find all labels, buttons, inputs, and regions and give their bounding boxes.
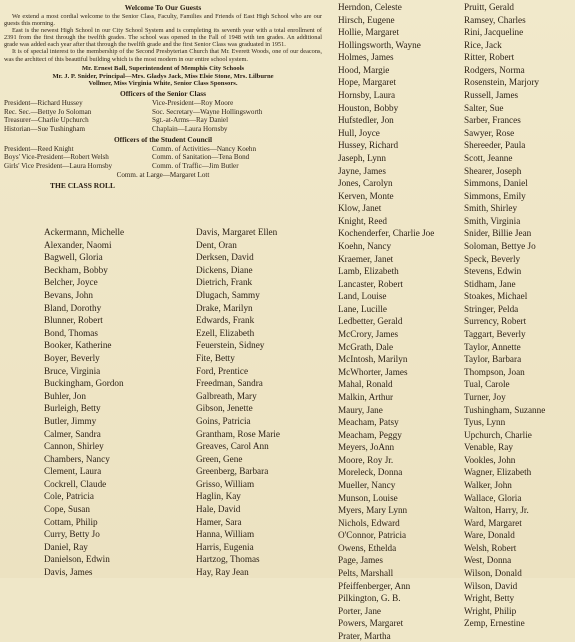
roll-name: Grantham, Rose Marie (196, 428, 280, 439)
roll-column-4-list (464, 1, 574, 630)
roll-name: Knight, Reed (338, 215, 387, 226)
roll-name: Turner, Joy (464, 391, 506, 402)
roll-column-3-list (338, 1, 463, 642)
roll-name: Ford, Prentice (196, 365, 249, 376)
officer: Rec. Sec.—Bettye Jo Soloman (4, 107, 92, 116)
officer: Boys' Vice-President—Robert Welsh (4, 153, 109, 162)
roll-name: Kerven, Monte (338, 190, 394, 201)
officer-row (4, 125, 322, 134)
roll-name: Meacham, Patsy (338, 417, 399, 428)
roll-name: Hollie, Margaret (338, 27, 400, 38)
roll-name: Klow, Janet (338, 203, 382, 214)
roll-name: Pelts, Marshall (338, 568, 394, 579)
roll-name: Bland, Dorothy (44, 302, 102, 313)
roll-name: Curry, Betty Jo (44, 529, 100, 540)
welcome-paragraph: East is the newest High School in our City School System and is completing its seventh year with a total enrollment of 2391 from the first through the twelfth grades. The school was opened in the Fall of 1948 with ten grades. An additional grade was added each year after that through the twelfth grade and the first Senior Class was graduated in 1951. (4, 27, 322, 49)
roll-name: Belcher, Joyce (44, 277, 98, 288)
roll-name: Buckingham, Gordon (44, 378, 124, 389)
roll-name: Pilkington, G. B. (338, 593, 401, 604)
roll-name: Kraemer, Janet (338, 253, 394, 264)
roll-name: Hornsby, Laura (338, 90, 396, 101)
roll-name: Wilson, Donald (464, 568, 522, 579)
roll-name: Edwards, Frank (196, 315, 255, 326)
roll-name: Ezell, Elizabeth (196, 327, 255, 338)
roll-name: Buhler, Jon (44, 390, 86, 401)
roll-name: Beckham, Bobby (44, 264, 108, 275)
roll-name: Dickens, Diane (196, 264, 253, 275)
roll-name: Hollingsworth, Wayne (338, 39, 421, 50)
left-section (4, 2, 322, 191)
roll-column-2 (140, 226, 320, 579)
roll-name: McGrath, Dale (338, 341, 394, 352)
roll-name: Prater, Martha (338, 630, 391, 641)
roll-name: Walker, John (464, 479, 512, 490)
superintendent-line: Mr. Ernest Ball, Superintendent of Memphis City Schools (81, 64, 245, 72)
roll-name: Ledbetter, Gerald (338, 316, 403, 327)
roll-name: Nichols, Edward (338, 517, 400, 528)
roll-name: Sarber, Frances (464, 115, 521, 126)
roll-column-3 (338, 1, 463, 642)
roll-name: Hope, Margaret (338, 77, 396, 88)
roll-name: Stevens, Edwin (464, 266, 522, 277)
roll-name: Smith, Shirley (464, 203, 518, 214)
roll-name: Tual, Carole (464, 379, 510, 390)
roll-name: McIntosh, Marilyn (338, 354, 408, 365)
council-officers-title: Officers of the Student Council (113, 134, 213, 144)
roll-name: Welsh, Robert (464, 542, 517, 553)
roll-name: Cockrell, Claude (44, 478, 107, 489)
sponsors-line: Mr. J. P. Snider, Principal—Mrs. Gladys Jack, Miss Elsie Stone, Mrs. Lilburne (52, 72, 274, 80)
roll-name: Shearer, Joseph (464, 165, 522, 176)
roll-name: Koehn, Nancy (338, 240, 392, 251)
welcome-paragraph: It is of special interest to the membership of the Second Presbyterian Church that Mr. Everett Woods, one of our deacons, was the architect of this beautiful building which is the most modern in our entire school system. (4, 48, 322, 63)
roll-name: Vookles, John (464, 454, 516, 465)
roll-name: Lamb, Elizabeth (338, 266, 399, 277)
officer: Chaplain—Laura Hornsby (152, 124, 228, 133)
welcome-text (4, 13, 322, 63)
roll-name: Bond, Thomas (44, 327, 98, 338)
roll-name: Jaseph, Lynn (338, 152, 386, 163)
roll-name: Harris, Eugenia (196, 541, 254, 552)
officer: Sgt.-at-Arms—Ray Daniel (152, 116, 229, 125)
roll-name: Boyer, Beverly (44, 352, 100, 363)
roll-name: Page, James (338, 555, 383, 566)
roll-name: Tyus, Lynn (464, 417, 506, 428)
roll-name: Jones, Carolyn (338, 178, 393, 189)
roll-name: Derksen, David (196, 252, 254, 263)
roll-name: Booker, Katherine (44, 340, 112, 351)
roll-name: Moreleck, Donna (338, 467, 403, 478)
officer: Soc. Secretary—Wayne Hollingsworth (152, 107, 263, 116)
officer-row (4, 99, 322, 108)
roll-name: Hussey, Richard (338, 140, 399, 151)
roll-name: Butler, Jimmy (44, 415, 97, 426)
roll-name: Smith, Virginia (464, 215, 521, 226)
officer: Treasurer—Charlie Upchurch (4, 116, 89, 125)
roll-name: Ware, Donald (464, 530, 515, 541)
roll-name: Ackermann, Michelle (44, 227, 125, 237)
roll-name: Soloman, Bettye Jo (464, 240, 536, 251)
welcome-title: Welcome To Our Guests (124, 3, 202, 12)
welcome-paragraph: We extend a most cordial welcome to the Senior Class, Faculty, Families and Friends of East High School who are our guests this morning. (4, 13, 322, 28)
senior-officers-title: Officers of the Senior Class (119, 88, 207, 98)
roll-name: Hufstedler, Jon (338, 115, 394, 126)
roll-name: Snider, Billie Jean (464, 228, 532, 239)
roll-name: Upchurch, Charlie (464, 429, 532, 440)
officer-row (4, 108, 322, 117)
sponsors-line: Vollmer, Miss Virginia White, Senior Class Sponsors. (88, 80, 238, 88)
roll-name: Land, Louise (338, 291, 387, 302)
roll-name: West, Donna (464, 555, 512, 566)
roll-name: Bruce, Virginia (44, 365, 101, 376)
roll-name: McCrory, James (338, 329, 399, 340)
roll-name: Hanna, William (196, 529, 255, 540)
roll-name: Ramsey, Charles (464, 14, 526, 25)
roll-name: Kochenderfer, Charlie Joe (338, 228, 435, 239)
officer-row (4, 153, 322, 162)
roll-name: Tushingham, Suzanne (464, 404, 546, 415)
roll-name: Sawyer, Rose (464, 127, 515, 138)
roll-name: Powers, Margaret (338, 618, 404, 629)
roll-name: Haglin, Kay (196, 491, 241, 502)
roll-name: Calmer, Sandra (44, 428, 101, 439)
roll-name: Taggart, Beverly (464, 329, 526, 340)
roll-name: Scott, Jeanne (464, 152, 513, 163)
roll-name: Green, Gene (196, 453, 243, 464)
roll-name: Wright, Betty (464, 593, 515, 604)
roll-name: Malkin, Arthur (338, 391, 394, 402)
officer: Historian—Sue Tushingham (4, 124, 85, 133)
roll-name: Maury, Jane (338, 404, 383, 415)
roll-name: Meacham, Peggy (338, 429, 402, 440)
roll-name: Cole, Patricia (44, 491, 95, 502)
roll-name: Lancaster, Robert (338, 278, 403, 289)
roll-name: Rodgers, Norma (464, 64, 525, 75)
roll-name: Russell, James (464, 90, 519, 101)
roll-name: Gibson, Jenette (196, 403, 253, 414)
roll-name: Holmes, James (338, 52, 394, 63)
roll-name: Greenberg, Barbara (196, 466, 269, 477)
class-roll-title: THE CLASS ROLL (50, 181, 116, 191)
roll-name: Mahal, Ronald (338, 379, 393, 390)
roll-name: Munson, Louise (338, 492, 398, 503)
roll-name: Houston, Bobby (338, 102, 399, 113)
roll-name: Owens, Ethelda (338, 542, 397, 553)
roll-name: Goins, Patricia (196, 415, 251, 426)
roll-name: Herndon, Celeste (338, 2, 402, 12)
officer: President—Reed Knight (4, 144, 74, 153)
roll-name: Moore, Roy Jr. (338, 454, 394, 465)
roll-name: Ward, Margaret (464, 517, 522, 528)
roll-name: Rosenstein, Marjory (464, 77, 540, 88)
roll-name: Simmons, Emily (464, 190, 526, 201)
officer: Comm. at Large—Margaret Lott (116, 170, 210, 179)
roll-name: Danielson, Edwin (44, 554, 110, 565)
roll-name: Pfeiffenberger, Ann (338, 580, 411, 591)
roll-name: Blunner, Robert (44, 315, 103, 326)
roll-name: Walton, Harry, Jr. (464, 505, 529, 516)
roll-name: Venable, Ray (464, 442, 513, 453)
officer-row (4, 162, 322, 171)
roll-name: Stidham, Jane (464, 278, 516, 289)
roll-name: Porter, Jane (338, 605, 382, 616)
roll-name: McWhorter, James (338, 366, 408, 377)
officer: Comm. of Traffic—Jim Butler (152, 162, 239, 171)
roll-name: Bevans, John (44, 289, 93, 300)
roll-name: Stoakes, Michael (464, 291, 528, 302)
roll-name: Mueller, Nancy (338, 479, 396, 490)
roll-name: Davis, Margaret Ellen (196, 227, 278, 237)
roll-name: Chambers, Nancy (44, 453, 110, 464)
roll-name: Rini, Jacqueline (464, 27, 524, 38)
roll-name: O'Connor, Patricia (338, 530, 407, 541)
roll-name: Dietrich, Frank (196, 277, 253, 288)
roll-name: Cannon, Shirley (44, 441, 104, 452)
roll-name: Bagwell, Gloria (44, 252, 103, 263)
roll-name: Grisso, William (196, 478, 255, 489)
roll-name: Hirsch, Eugene (338, 14, 395, 25)
roll-name: Surrency, Robert (464, 316, 527, 327)
officer: Vice-President—Roy Moore (152, 98, 234, 107)
roll-column-1 (0, 226, 140, 579)
roll-name: Speck, Beverly (464, 253, 521, 264)
roll-name: Cottam, Philip (44, 516, 98, 527)
roll-name: Meyers, JoAnn (338, 442, 395, 453)
roll-name: Pruitt, Gerald (464, 2, 515, 12)
council-officers (4, 145, 322, 180)
roll-name: Hay, Ray Jean (196, 567, 249, 578)
roll-name: Hull, Joyce (338, 127, 380, 138)
roll-name: Greaves, Carol Ann (196, 441, 269, 452)
roll-name: Zemp, Ernestine (464, 618, 525, 629)
roll-name: Salter, Sue (464, 102, 504, 113)
roll-name: Dlugach, Sammy (196, 289, 260, 300)
roll-name: Wilson, David (464, 580, 518, 591)
officer: Comm. of Activities—Nancy Koehn (152, 144, 257, 153)
roll-name: Alexander, Naomi (44, 239, 112, 250)
roll-name: Rice, Jack (464, 39, 502, 50)
officer-row (4, 116, 322, 125)
roll-name: Shereeder, Paula (464, 140, 526, 151)
roll-name: Freedman, Sandra (196, 378, 263, 389)
roll-name: Simmons, Daniel (464, 178, 528, 189)
roll-name: Stringer, Pelda (464, 303, 519, 314)
roll-name: Galbreath, Mary (196, 390, 257, 401)
roll-name: Fite, Betty (196, 352, 235, 363)
roll-name: Burleigh, Betty (44, 403, 101, 414)
roll-name: Lane, Lucille (338, 303, 387, 314)
roll-name: Thompson, Joan (464, 366, 525, 377)
roll-name: Dent, Oran (196, 239, 237, 250)
officer: President—Richard Hussey (4, 98, 83, 107)
roll-name: Wagner, Elizabeth (464, 467, 532, 478)
roll-name: Taylor, Barbara (464, 354, 522, 365)
roll-name: Hartzog, Thomas (196, 554, 260, 565)
roll-name: Hale, David (196, 504, 241, 515)
officer: Comm. of Sanitation—Tena Bond (152, 153, 250, 162)
roll-left-columns (0, 226, 320, 579)
roll-name: Feuerstein, Sidney (196, 340, 265, 351)
senior-officers (4, 99, 322, 134)
roll-name: Wright, Philip (464, 605, 517, 616)
officer-row (4, 145, 322, 154)
roll-column-4 (464, 1, 574, 630)
roll-name: Wallace, Gloria (464, 492, 522, 503)
roll-name: Cope, Susan (44, 504, 90, 515)
roll-name: Myers, Mary Lynn (338, 505, 408, 516)
roll-name: Drake, Marilyn (196, 302, 253, 313)
roll-name: Ritter, Robert (464, 52, 515, 63)
roll-name: Daniel, Ray (44, 541, 88, 552)
roll-name: Hood, Margie (338, 64, 390, 75)
roll-name: Taylor, Annette (464, 341, 521, 352)
roll-name: Clement, Laura (44, 466, 102, 477)
roll-name: Davis, James (44, 567, 93, 578)
roll-name: Hamer, Sara (196, 516, 242, 527)
roll-name: Jayne, James (338, 165, 386, 176)
officer: Girls' Vice President—Laura Hornsby (4, 162, 113, 171)
